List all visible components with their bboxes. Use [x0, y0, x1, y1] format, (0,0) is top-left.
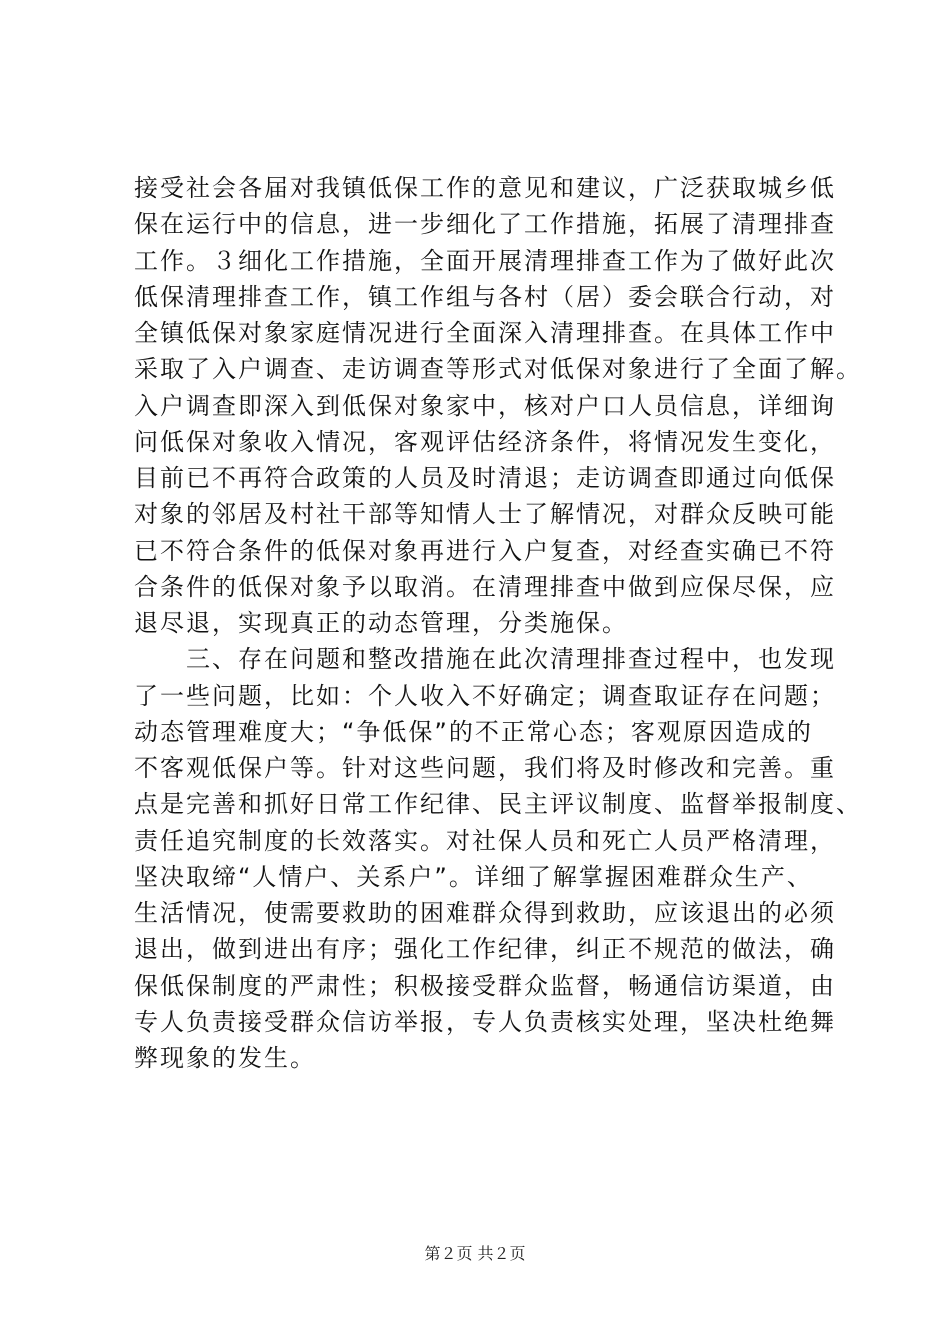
- text-line: 接受社会各届对我镇低保工作的意见和建议，广泛获取城乡低: [134, 174, 836, 202]
- text-line: 工作。３细化工作措施，全面开展清理排查工作为了做好此次: [134, 246, 836, 275]
- text-line: 点是完善和抓好日常工作纪律、民主评议制度、监督举报制度、: [134, 790, 862, 819]
- page-number-footer: 第２页 共２页: [424, 1244, 526, 1263]
- text-line: 三、存在问题和整改措施在此次清理排查过程中，也发现: [134, 645, 836, 674]
- text-line: 动态管理难度大；“争低保”的不正常心态；客观原因造成的: [134, 717, 813, 746]
- text-line: 对象的邻居及村社干部等知情人士了解情况，对群众反映可能: [134, 500, 836, 529]
- text-line: 弊现象的发生。: [134, 1044, 316, 1072]
- text-line: 采取了入户调查、走访调查等形式对低保对象进行了全面了解。: [134, 355, 862, 384]
- text-line: 入户调查即深入到低保对象家中，核对户口人员信息，详细询: [134, 391, 836, 420]
- text-line: 责任追究制度的长效落实。对社保人员和死亡人员严格清理，: [134, 826, 836, 855]
- text-line: 已不符合条件的低保对象再进行入户复查，对经查实确已不符: [134, 536, 836, 565]
- text-line: 退尽退，实现真正的动态管理，分类施保。: [134, 609, 628, 637]
- text-line: 保在运行中的信息，进一步细化了工作措施，拓展了清理排查: [134, 210, 836, 239]
- document-body: [134, 170, 862, 1076]
- text-line: 合条件的低保对象予以取消。在清理排查中做到应保尽保，应: [134, 572, 836, 601]
- text-line: 退出，做到进出有序；强化工作纪律，纠正不规范的做法，确: [134, 935, 836, 964]
- text-line: 坚决取缔“人情户、关系户”。详细了解掌握困难群众生产、: [134, 862, 813, 891]
- text-line: 问低保对象收入情况，客观评估经济条件，将情况发生变化，: [134, 427, 836, 456]
- text-line: 保低保制度的严肃性；积极接受群众监督，畅通信访渠道，由: [134, 971, 836, 1000]
- text-line: 全镇低保对象家庭情况进行全面深入清理排查。在具体工作中: [134, 319, 836, 347]
- text-line: 专人负责接受群众信访举报，专人负责核实处理，坚决杜绝舞: [134, 1007, 836, 1036]
- text-line: 低保清理排查工作，镇工作组与各村（居）委会联合行动，对: [134, 282, 836, 311]
- text-line: 生活情况，使需要救助的困难群众得到救助，应该退出的必须: [134, 899, 836, 927]
- text-line: 了一些问题，比如：个人收入不好确定；调查取证存在问题；: [134, 681, 836, 710]
- text-line: 不客观低保户等。针对这些问题，我们将及时修改和完善。重: [134, 754, 836, 782]
- text-line: 目前已不再符合政策的人员及时清退；走访调查即通过向低保: [134, 464, 836, 492]
